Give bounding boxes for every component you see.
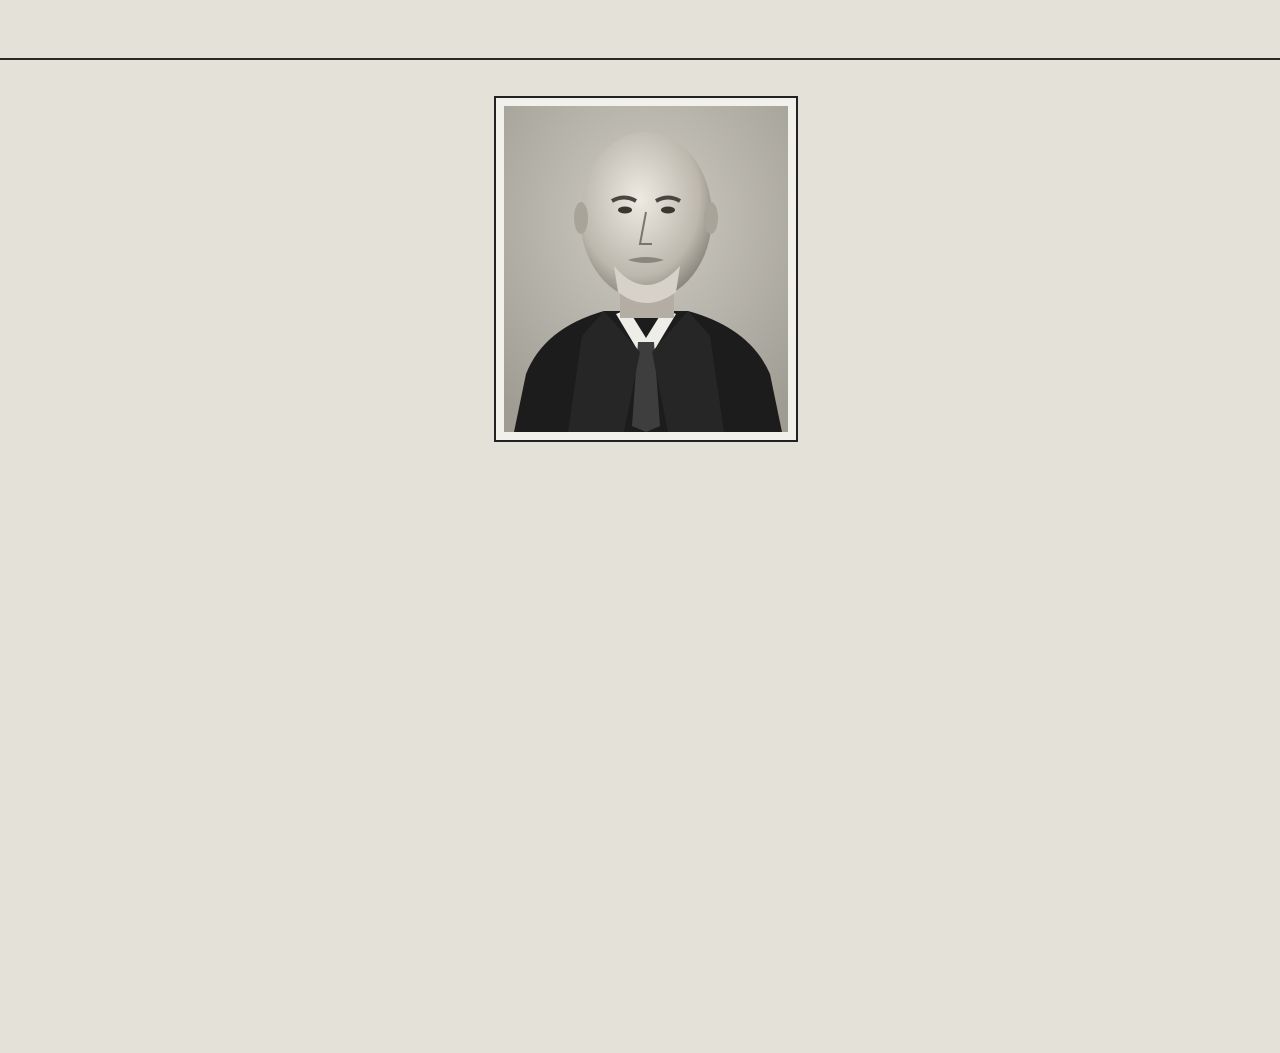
- title-rule: [0, 58, 1280, 60]
- portrait-frame: [494, 96, 798, 442]
- portrait-illustration: [504, 106, 788, 432]
- portrait-photo: [504, 106, 788, 432]
